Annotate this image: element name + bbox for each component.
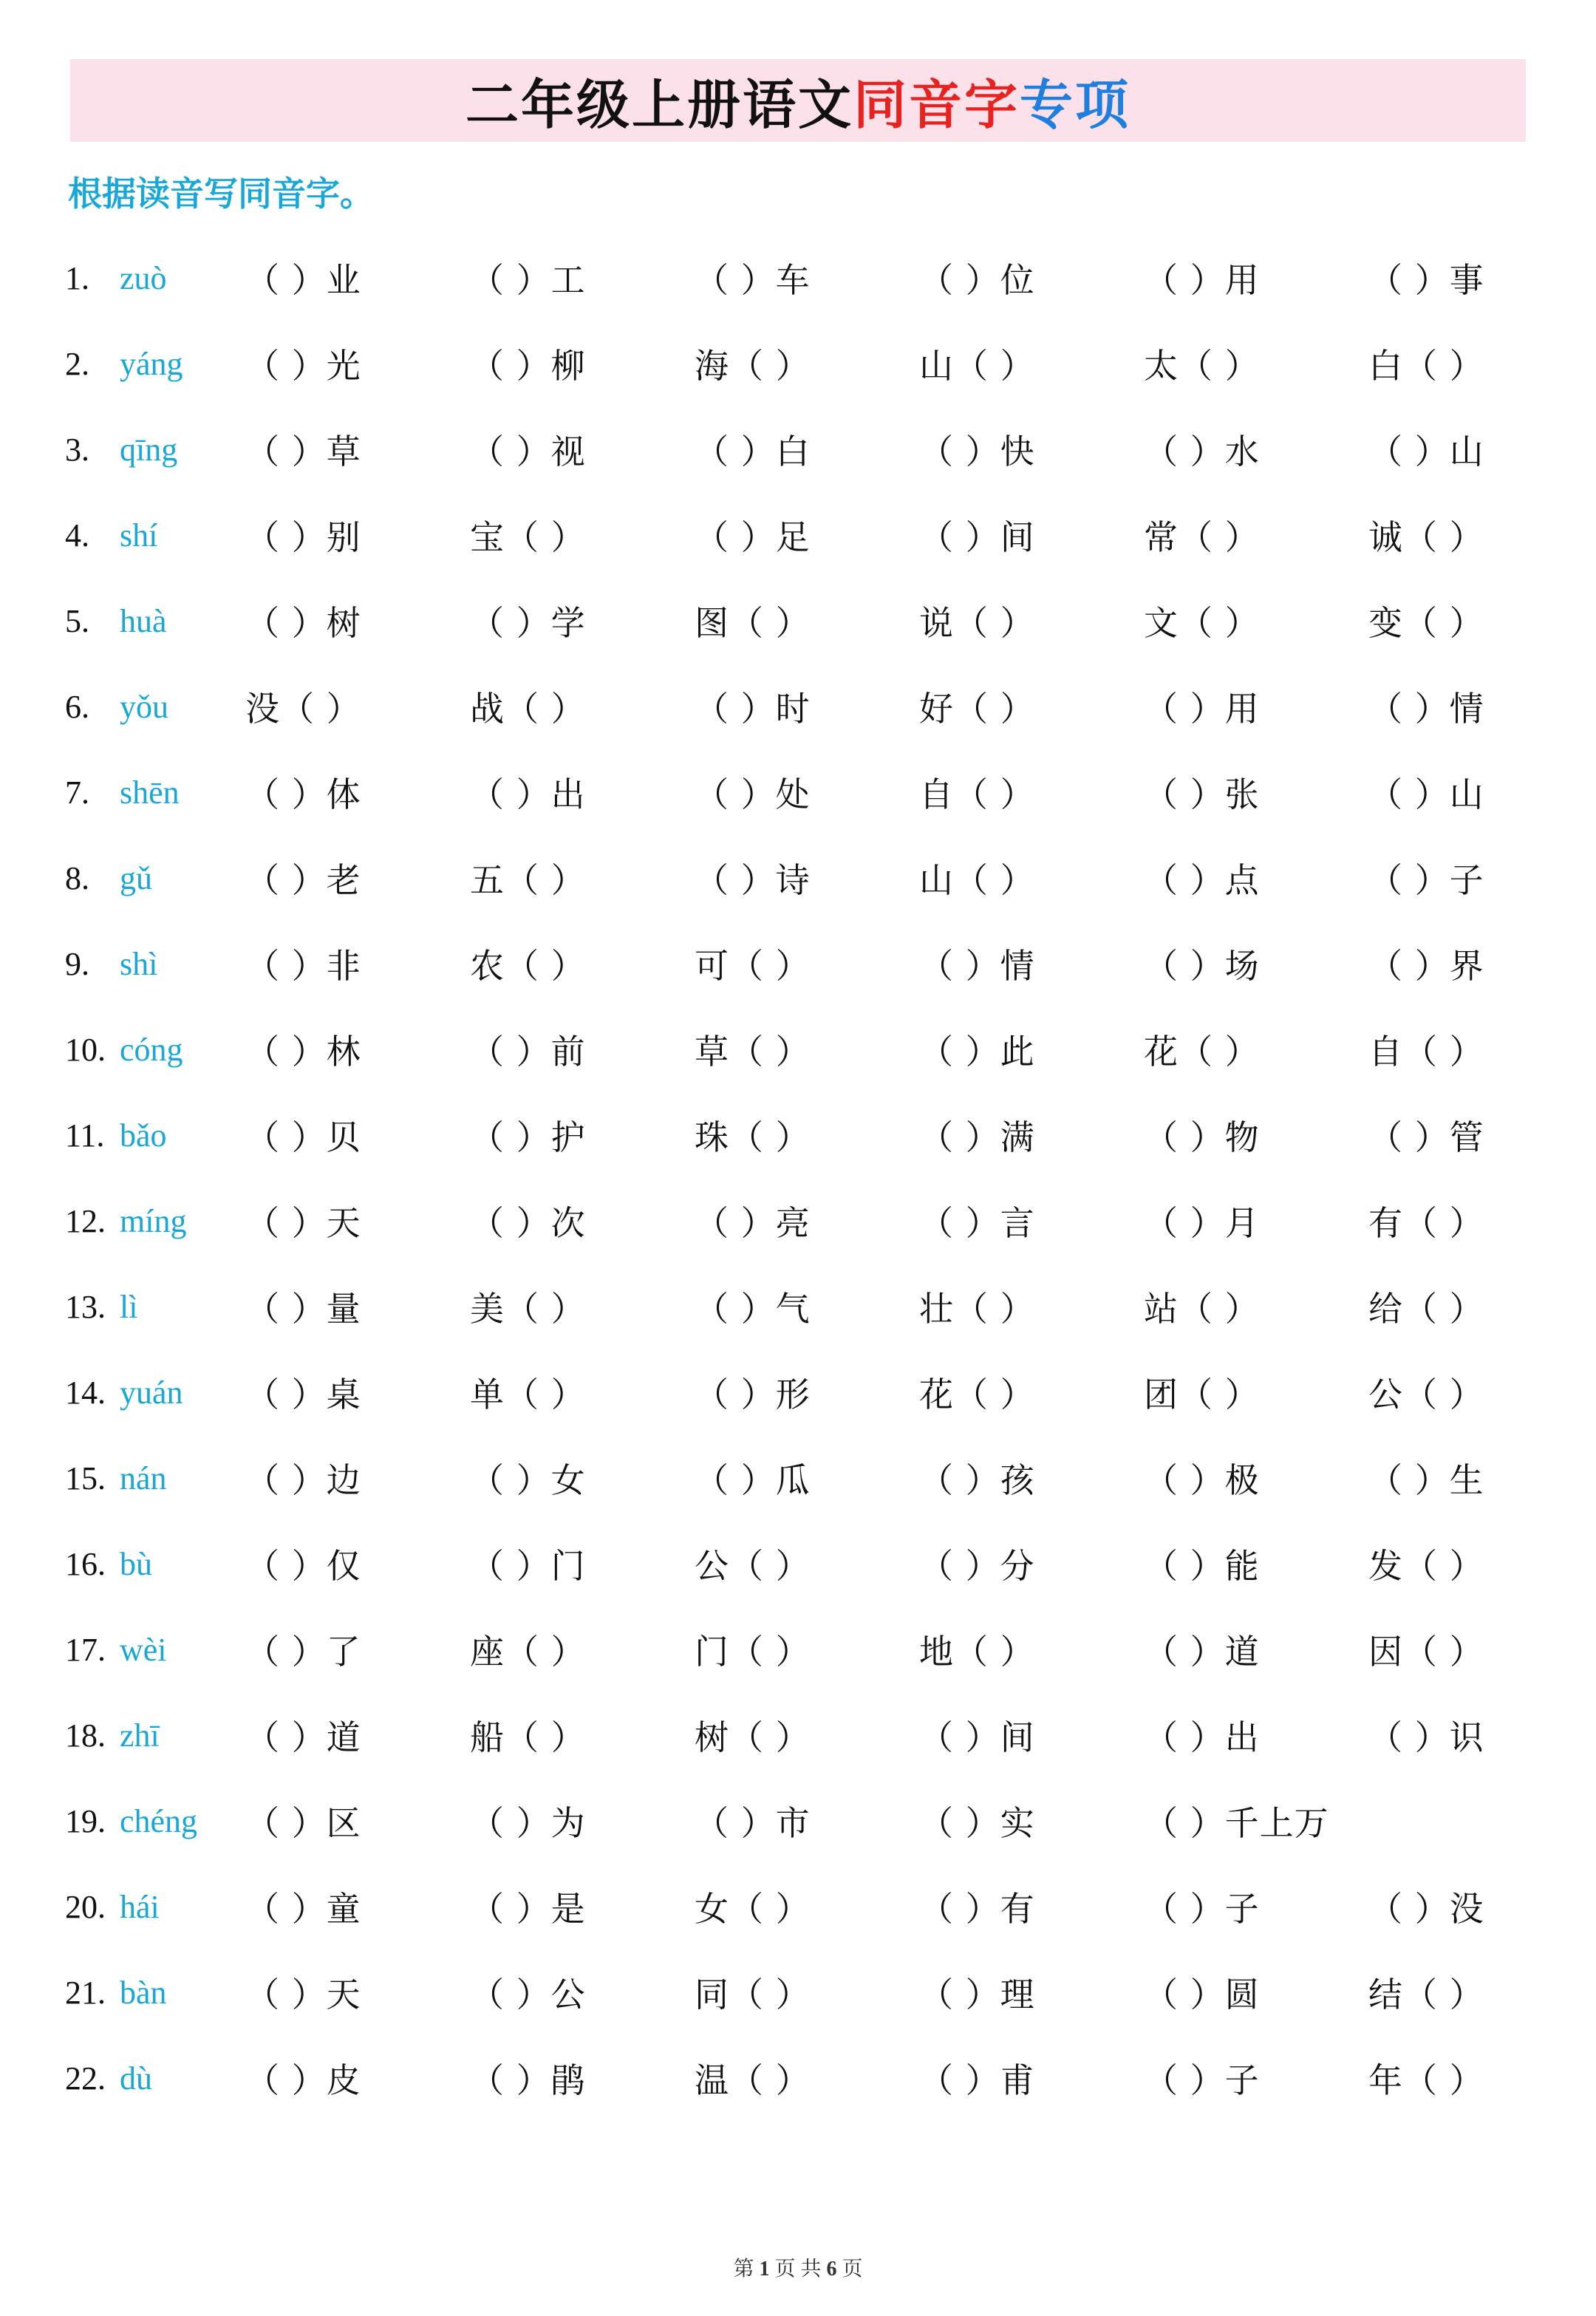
blank-cell[interactable]: （ ）亮 xyxy=(695,1203,811,1243)
blank-cell[interactable]: （ ）处 xyxy=(695,774,811,814)
blank-cell[interactable]: （ ）光 xyxy=(245,346,361,386)
blank-cell[interactable]: （ ）事 xyxy=(1368,260,1484,300)
blank-cell[interactable]: 温（ ） xyxy=(695,2060,811,2100)
item-number: 11. xyxy=(65,1117,105,1154)
item-pinyin: chéng xyxy=(120,1802,198,1839)
list-item xyxy=(65,749,1537,835)
blank-cell[interactable]: （ ）能 xyxy=(1144,1546,1260,1586)
blank-cell[interactable]: （ ）点 xyxy=(1144,860,1260,900)
blank-cell[interactable]: （ ）视 xyxy=(470,432,586,471)
list-item xyxy=(65,1349,1537,1435)
blank-cell[interactable]: （ ）车 xyxy=(695,260,811,300)
blank-cell[interactable]: （ ）树 xyxy=(245,603,361,643)
blank-cell[interactable]: （ ）次 xyxy=(470,1203,586,1243)
blank-cell[interactable]: 珠（ ） xyxy=(695,1117,811,1157)
blank-cell[interactable]: 战（ ） xyxy=(470,689,586,729)
blank-cell[interactable]: （ ）桌 xyxy=(245,1375,361,1414)
item-number: 15. xyxy=(65,1460,106,1496)
item-pinyin: wèi xyxy=(120,1631,167,1668)
instruction-text: 根据读音写同音字。 xyxy=(68,174,374,214)
title-banner xyxy=(70,59,1526,142)
blank-cell[interactable]: （ ）瓜 xyxy=(695,1460,811,1500)
blank-cell[interactable]: （ ）时 xyxy=(695,689,811,729)
blank-cell[interactable]: （ ）为 xyxy=(470,1803,586,1843)
blank-cell[interactable]: 农（ ） xyxy=(470,946,586,986)
list-item xyxy=(65,1521,1537,1607)
title-highlight-blue: 专项 xyxy=(1020,73,1131,136)
blank-cell[interactable]: （ ）识 xyxy=(1368,1717,1484,1757)
blank-cell[interactable]: 团（ ） xyxy=(1144,1375,1260,1414)
list-item xyxy=(65,1435,1537,1521)
item-number: 7. xyxy=(65,774,89,811)
item-pinyin: huà xyxy=(120,602,167,639)
blank-cell[interactable]: （ ）子 xyxy=(1144,1889,1260,1929)
list-item xyxy=(65,321,1537,406)
item-pinyin: bù xyxy=(120,1545,152,1582)
item-pinyin: shì xyxy=(120,945,158,982)
item-number: 16. xyxy=(65,1545,106,1582)
item-pinyin: qīng xyxy=(120,431,178,468)
item-pinyin: yuán xyxy=(120,1374,183,1411)
list-item xyxy=(65,1092,1537,1178)
blank-cell[interactable]: （ ）界 xyxy=(1368,946,1484,986)
exercise-list xyxy=(0,235,1596,2121)
blank-cell[interactable]: （ ）是 xyxy=(470,1889,586,1929)
blank-cell[interactable]: （ ）学 xyxy=(470,603,586,643)
item-number: 5. xyxy=(65,602,89,639)
blank-cell[interactable]: （ ）言 xyxy=(919,1203,1035,1243)
blank-cell[interactable]: （ ）白 xyxy=(695,432,811,471)
blank-cell[interactable]: （ ）非 xyxy=(245,946,361,986)
blank-cell[interactable]: （ ）工 xyxy=(470,260,586,300)
item-pinyin: nán xyxy=(120,1460,167,1496)
blank-cell[interactable]: （ ）仅 xyxy=(245,1546,361,1586)
item-number: 22. xyxy=(65,2060,106,2097)
blank-cell[interactable]: 没（ ） xyxy=(245,689,361,729)
blank-cell[interactable]: 有（ ） xyxy=(1368,1203,1484,1243)
blank-cell[interactable]: 山（ ） xyxy=(919,860,1035,900)
blank-cell[interactable]: 说（ ） xyxy=(919,603,1035,643)
page-footer xyxy=(0,2252,1596,2282)
title-highlight-red: 同音字 xyxy=(853,73,1020,136)
blank-cell[interactable]: （ ）极 xyxy=(1144,1460,1260,1500)
blank-cell[interactable]: （ ）市 xyxy=(695,1803,811,1843)
item-number: 20. xyxy=(65,1888,106,1925)
list-item xyxy=(65,1264,1537,1349)
list-item xyxy=(65,835,1537,921)
blank-cell[interactable]: 船（ ） xyxy=(470,1717,586,1757)
blank-cell[interactable]: （ ）体 xyxy=(245,774,361,814)
blank-cell[interactable]: 宝（ ） xyxy=(470,517,586,557)
blank-cell[interactable]: （ ）柳 xyxy=(470,346,586,386)
blank-cell[interactable]: （ ）山 xyxy=(1368,432,1484,471)
blank-cell[interactable]: （ ）场 xyxy=(1144,946,1260,986)
footer-total-pages: 6 xyxy=(826,2258,837,2281)
item-pinyin: zhī xyxy=(120,1717,160,1754)
blank-cell[interactable]: 花（ ） xyxy=(919,1375,1035,1414)
list-item xyxy=(65,2035,1537,2121)
item-pinyin: yǒu xyxy=(120,688,168,725)
blank-cell[interactable]: （ ）童 xyxy=(245,1889,361,1929)
blank-cell[interactable]: 美（ ） xyxy=(470,1289,586,1329)
item-number: 14. xyxy=(65,1374,106,1411)
blank-cell[interactable]: （ ）出 xyxy=(470,774,586,814)
item-pinyin: zuò xyxy=(120,259,167,296)
blank-cell[interactable]: （ ）门 xyxy=(470,1546,586,1586)
blank-cell[interactable]: 年（ ） xyxy=(1368,2060,1484,2100)
blank-cell[interactable]: 树（ ） xyxy=(695,1717,811,1757)
list-item xyxy=(65,1949,1537,2035)
footer-prefix: 第 xyxy=(733,2258,754,2281)
item-pinyin: yáng xyxy=(120,345,183,382)
list-item xyxy=(65,1864,1537,1949)
worksheet-page xyxy=(0,59,1596,2316)
blank-cell[interactable]: （ ）量 xyxy=(245,1289,361,1329)
footer-middle: 页 共 xyxy=(774,2258,822,2281)
blank-cell[interactable]: （ ）有 xyxy=(919,1889,1035,1929)
item-number: 9. xyxy=(65,945,89,982)
blank-cell[interactable]: （ ）业 xyxy=(245,260,361,300)
blank-cell[interactable]: （ ）女 xyxy=(470,1460,586,1500)
blank-cell[interactable]: （ ）天 xyxy=(245,1203,361,1243)
item-number: 18. xyxy=(65,1717,106,1754)
blank-cell[interactable]: （ ）情 xyxy=(919,946,1035,986)
blank-cell[interactable]: 诚（ ） xyxy=(1368,517,1484,557)
blank-cell[interactable]: （ ）孩 xyxy=(919,1460,1035,1500)
blank-cell[interactable]: 公（ ） xyxy=(695,1546,811,1586)
blank-cell[interactable]: （ ）气 xyxy=(695,1289,811,1329)
item-number: 21. xyxy=(65,1974,106,2011)
item-number: 2. xyxy=(65,345,89,382)
blank-cell[interactable]: 门（ ） xyxy=(695,1632,811,1672)
item-number: 19. xyxy=(65,1802,106,1839)
blank-cell[interactable]: （ ）分 xyxy=(919,1546,1035,1586)
blank-cell[interactable]: 自（ ） xyxy=(919,774,1035,814)
blank-cell[interactable]: 花（ ） xyxy=(1144,1032,1260,1072)
blank-cell[interactable]: 站（ ） xyxy=(1144,1289,1260,1329)
blank-cell[interactable]: （ ）位 xyxy=(919,260,1035,300)
blank-cell[interactable]: （ ）情 xyxy=(1368,689,1484,729)
blank-cell[interactable]: （ ）快 xyxy=(919,432,1035,471)
item-number: 10. xyxy=(65,1031,106,1068)
blank-cell[interactable]: （ ）护 xyxy=(470,1117,586,1157)
list-item xyxy=(65,1607,1537,1692)
item-pinyin: míng xyxy=(120,1202,187,1239)
blank-cell[interactable]: 山（ ） xyxy=(919,346,1035,386)
item-number: 13. xyxy=(65,1288,106,1325)
blank-cell[interactable]: 五（ ） xyxy=(470,860,586,900)
blank-cell[interactable]: （ ）子 xyxy=(1368,860,1484,900)
blank-cell[interactable]: （ ）甫 xyxy=(919,2060,1035,2100)
blank-cell[interactable]: （ ）前 xyxy=(470,1032,586,1072)
blank-cell[interactable]: （ ）别 xyxy=(245,517,361,557)
blank-cell[interactable]: 壮（ ） xyxy=(919,1289,1035,1329)
blank-cell[interactable]: （ ）月 xyxy=(1144,1203,1260,1243)
list-item xyxy=(65,1178,1537,1264)
title-prefix: 二年级上册语文 xyxy=(465,73,853,136)
blank-cell[interactable]: 变（ ） xyxy=(1368,603,1484,643)
item-number: 4. xyxy=(65,517,89,554)
blank-cell[interactable]: （ ）草 xyxy=(245,432,361,471)
blank-cell[interactable]: （ ）皮 xyxy=(245,2060,361,2100)
blank-cell[interactable]: 草（ ） xyxy=(695,1032,811,1072)
blank-cell[interactable]: 结（ ） xyxy=(1368,1975,1484,2014)
blank-cell[interactable]: （ ）诗 xyxy=(695,860,811,900)
list-item xyxy=(65,578,1537,664)
blank-cell[interactable]: 白（ ） xyxy=(1368,346,1484,386)
list-item xyxy=(65,1007,1537,1092)
blank-cell[interactable]: （ ）公 xyxy=(470,1975,586,2014)
blank-cell[interactable]: （ ）间 xyxy=(919,517,1035,557)
blank-cell[interactable]: （ ）道 xyxy=(245,1717,361,1757)
blank-cell[interactable]: （ ）足 xyxy=(695,517,811,557)
blank-cell[interactable]: （ ）边 xyxy=(245,1460,361,1500)
blank-cell[interactable]: 文（ ） xyxy=(1144,603,1260,643)
blank-cell[interactable]: （ ）张 xyxy=(1144,774,1260,814)
item-pinyin: lì xyxy=(120,1288,138,1325)
list-item xyxy=(65,1692,1537,1778)
blank-cell[interactable]: 因（ ） xyxy=(1368,1632,1484,1672)
item-pinyin: hái xyxy=(120,1888,160,1925)
page-title xyxy=(466,62,1130,139)
blank-cell[interactable]: （ ）林 xyxy=(245,1032,361,1072)
item-pinyin: bǎo xyxy=(120,1117,167,1154)
blank-cell[interactable]: （ ）满 xyxy=(919,1117,1035,1157)
blank-cell[interactable]: （ ）圆 xyxy=(1144,1975,1260,2014)
blank-cell[interactable]: 座（ ） xyxy=(470,1632,586,1672)
blank-cell[interactable]: （ ）水 xyxy=(1144,432,1260,471)
blank-cell[interactable]: （ ）千上万 xyxy=(1144,1803,1329,1843)
item-pinyin: cóng xyxy=(120,1031,183,1068)
list-item xyxy=(65,1778,1537,1864)
blank-cell[interactable]: 太（ ） xyxy=(1144,346,1260,386)
blank-cell[interactable]: （ ）此 xyxy=(919,1032,1035,1072)
list-item xyxy=(65,492,1537,578)
blank-cell[interactable]: 女（ ） xyxy=(695,1889,811,1929)
blank-cell[interactable]: 给（ ） xyxy=(1368,1289,1484,1329)
blank-cell[interactable]: 单（ ） xyxy=(470,1375,586,1414)
blank-cell[interactable]: （ ）了 xyxy=(245,1632,361,1672)
blank-cell[interactable]: （ ）形 xyxy=(695,1375,811,1414)
blank-cell[interactable]: 海（ ） xyxy=(695,346,811,386)
list-item xyxy=(65,235,1537,321)
blank-cell[interactable]: （ ）出 xyxy=(1144,1717,1260,1757)
item-number: 12. xyxy=(65,1202,106,1239)
blank-cell[interactable]: 同（ ） xyxy=(695,1975,811,2014)
blank-cell[interactable]: （ ）山 xyxy=(1368,774,1484,814)
item-number: 8. xyxy=(65,859,89,896)
item-pinyin: dù xyxy=(120,2060,152,2097)
item-pinyin: gǔ xyxy=(120,859,152,896)
blank-cell[interactable]: （ ）间 xyxy=(919,1717,1035,1757)
item-pinyin: bàn xyxy=(120,1974,167,2011)
item-number: 17. xyxy=(65,1631,106,1668)
item-number: 3. xyxy=(65,431,89,468)
item-pinyin: shēn xyxy=(120,774,180,811)
list-item xyxy=(65,921,1537,1007)
blank-cell[interactable]: （ ）老 xyxy=(245,860,361,900)
blank-cell[interactable]: （ ）管 xyxy=(1368,1117,1484,1157)
item-pinyin: shí xyxy=(120,517,158,554)
list-item xyxy=(65,664,1537,749)
blank-cell[interactable]: 好（ ） xyxy=(919,689,1035,729)
blank-cell[interactable]: （ ）生 xyxy=(1368,1460,1484,1500)
list-item xyxy=(65,406,1537,492)
blank-cell[interactable]: （ ）鹃 xyxy=(470,2060,586,2100)
blank-cell[interactable]: （ ）物 xyxy=(1144,1117,1260,1157)
blank-cell[interactable]: 地（ ） xyxy=(919,1632,1035,1672)
blank-cell xyxy=(1410,1796,1596,1845)
footer-suffix: 页 xyxy=(842,2258,863,2281)
blank-cell[interactable]: 发（ ） xyxy=(1368,1546,1484,1586)
blank-cell[interactable]: （ ）道 xyxy=(1144,1632,1260,1672)
blank-cell[interactable]: 图（ ） xyxy=(695,603,811,643)
blank-cell[interactable]: 公（ ） xyxy=(1368,1375,1484,1414)
blank-cell[interactable]: 可（ ） xyxy=(695,946,811,986)
item-number: 1. xyxy=(65,259,89,296)
blank-cell[interactable]: （ ）没 xyxy=(1368,1889,1484,1929)
blank-cell[interactable]: 常（ ） xyxy=(1144,517,1260,557)
blank-cell[interactable]: 自（ ） xyxy=(1368,1032,1484,1072)
blank-cell[interactable]: （ ）贝 xyxy=(245,1117,361,1157)
blank-cell[interactable]: （ ）实 xyxy=(919,1803,1035,1843)
blank-cell[interactable]: （ ）区 xyxy=(245,1803,361,1843)
blank-cell[interactable]: （ ）用 xyxy=(1144,689,1260,729)
blank-cell[interactable]: （ ）理 xyxy=(919,1975,1035,2014)
blank-cell[interactable]: （ ）子 xyxy=(1144,2060,1260,2100)
item-number: 6. xyxy=(65,688,89,725)
blank-cell[interactable]: （ ）用 xyxy=(1144,260,1260,300)
footer-page-number: 1 xyxy=(759,2258,770,2281)
blank-cell[interactable]: （ ）天 xyxy=(245,1975,361,2014)
